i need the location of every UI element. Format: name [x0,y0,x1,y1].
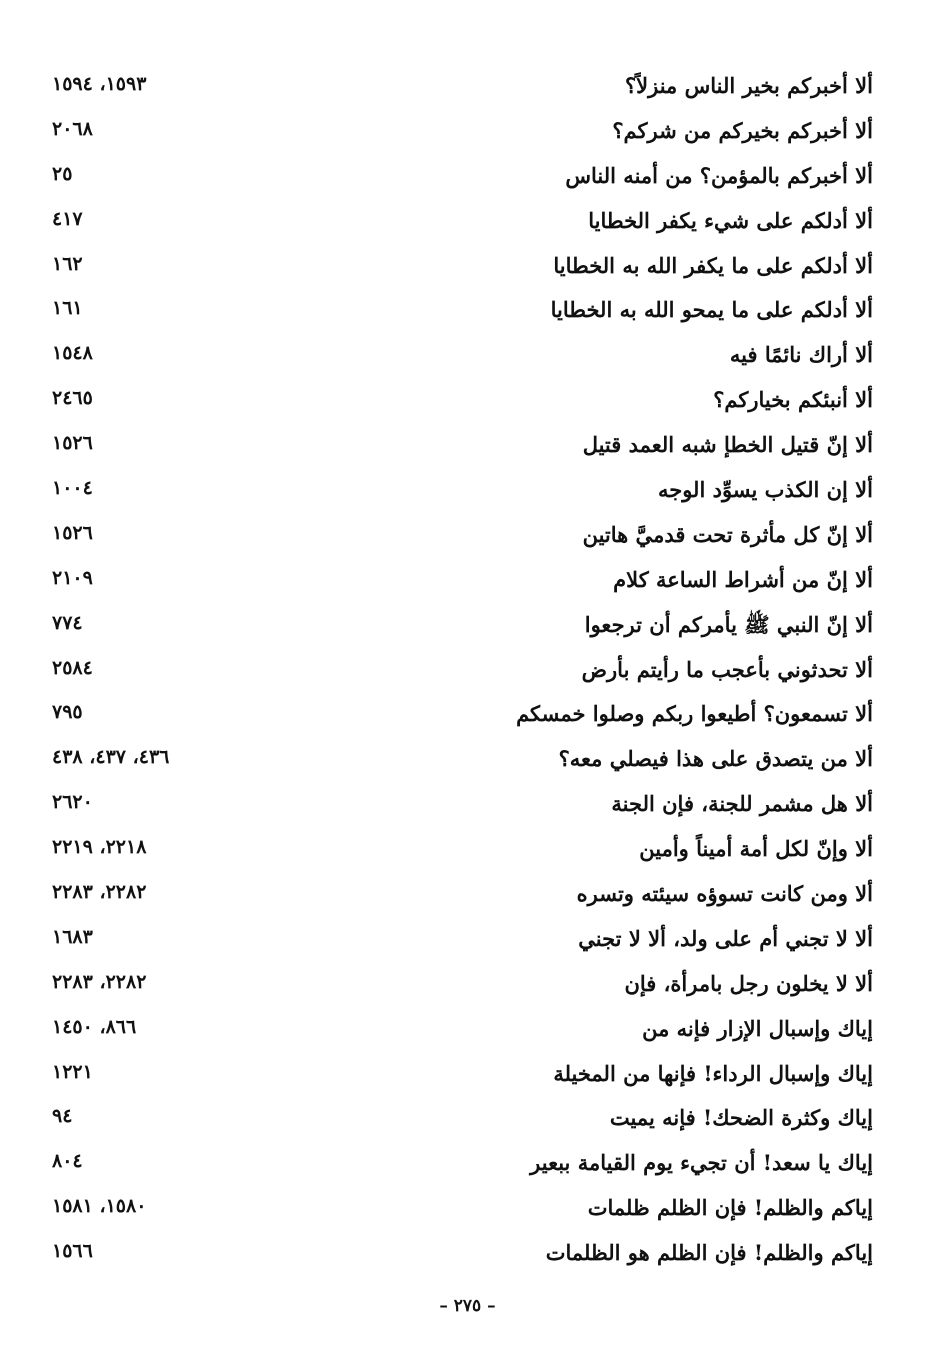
entry-text: ألا إنّ قتيل الخطإ شبه العمد قتيل [582,432,873,458]
index-entry [0,1190,935,1235]
index-entry [0,831,935,876]
index-entry [0,876,935,921]
entry-text: ألا تسمعون؟ أطيعوا ربكم وصلوا خمسكم [516,701,873,727]
entry-reference-numbers: ٢٢١٨، ٢٢١٩ [52,836,147,859]
entry-reference-numbers: ٨٠٤ [52,1150,83,1173]
index-entry [0,1145,935,1190]
index-entry [0,203,935,248]
entry-reference-numbers: ٢٦٢٠ [52,791,93,814]
entry-text: ألا أدلكم على ما يكفر الله به الخطايا [553,252,873,278]
entry-reference-numbers: ١٥٦٦ [52,1240,93,1263]
index-entry [0,427,935,472]
entry-text: ألا أخبركم بالمؤمن؟ من أمنه الناس [565,162,873,188]
entry-text: ألا هل مشمر للجنة، فإن الجنة [611,791,873,817]
entry-reference-numbers: ٤٣٦، ٤٣٧، ٤٣٨ [52,746,170,769]
index-entry [0,517,935,562]
entry-text: ألا من يتصدق على هذا فيصلي معه؟ [558,746,873,772]
index-entry [0,1011,935,1056]
entry-text: ألا ومن كانت تسوؤه سيئته وتسره [576,881,873,907]
index-entry [0,741,935,786]
index-entry [0,248,935,293]
entry-text: ألا لا يخلون رجل بامرأة، فإن [624,970,873,996]
entry-reference-numbers: ١٥٢٦ [52,521,93,544]
entry-reference-numbers: ١٦٢ [52,252,83,275]
index-entry [0,472,935,517]
entry-reference-numbers: ١٥٨٠، ١٥٨١ [52,1195,147,1218]
index-entry [0,652,935,697]
entry-text: ألا أدلكم على شيء يكفر الخطايا [588,207,873,233]
entry-text: ألا إن الكذب يسوِّد الوجه [657,477,873,503]
entry-text: ألا إنّ النبي ﷺ يأمركم أن ترجعوا [584,611,873,637]
entry-reference-numbers: ١٢٢١ [52,1060,93,1083]
entry-reference-numbers: ١٦٨٣ [52,925,93,948]
index-entry [0,1235,935,1280]
entry-text: إياكم والظلم! فإن الظلم هو الظلمات [545,1240,873,1266]
entry-text: إياك يا سعد! أن تجيء يوم القيامة ببعير [530,1150,873,1176]
index-entry [0,607,935,652]
entry-reference-numbers: ٢٠٦٨ [52,117,93,140]
entry-reference-numbers: ٢٥٨٤ [52,656,93,679]
entry-reference-numbers: ٨٦٦، ١٤٥٠ [52,1015,137,1038]
entry-text: ألا إنّ من أشراط الساعة كلام [613,566,873,592]
entry-text: إياك وإسبال الإزار فإنه من [642,1015,873,1041]
index-entry [0,68,935,113]
entry-reference-numbers: ٧٧٤ [52,611,83,634]
entry-text: ألا إنّ كل مأثرة تحت قدميَّ هاتين [582,521,873,547]
entry-text: ألا أخبركم بخير الناس منزلاً؟ [625,73,873,98]
entry-reference-numbers: ١٦١ [52,297,83,320]
entry-text: ألا أراك نائمًا فيه [729,342,873,368]
entry-reference-numbers: ١٠٠٤ [52,477,93,500]
index-entry [0,562,935,607]
index-entry [0,337,935,382]
entry-reference-numbers: ٢٥ [52,162,73,185]
entry-text: إياك وكثرة الضحك! فإنه يميت [609,1105,873,1131]
index-entry [0,113,935,158]
entry-reference-numbers: ٧٩٥ [52,701,83,724]
entry-reference-numbers: ٢٢٨٢، ٢٢٨٣ [52,970,147,993]
index-entry [0,382,935,427]
entry-text: ألا أنبئكم بخياركم؟ [713,387,873,413]
entry-text: ألا تحدثوني بأعجب ما رأيتم بأرض [581,656,873,682]
entry-reference-numbers: ١٥٤٨ [52,342,93,365]
entry-text: ألا أخبركم بخيركم من شركم؟ [612,117,873,143]
entry-reference-numbers: ١٥٢٦ [52,432,93,455]
entry-reference-numbers: ٤١٧ [52,207,83,230]
entry-text: إياكم والظلم! فإن الظلم ظلمات [587,1195,873,1221]
index-entry [0,1100,935,1145]
index-entry [0,696,935,741]
index-entry [0,786,935,831]
entry-text: ألا لا تجني أم على ولد، ألا لا تجني [578,925,873,951]
index-entry [0,158,935,203]
page-number: – ٢٧٥ – [439,1296,496,1316]
entry-text: إياك وإسبال الرداء! فإنها من المخيلة [553,1060,873,1086]
index-entry [0,292,935,337]
index-entry [0,966,935,1011]
index-entry [0,1056,935,1101]
entry-reference-numbers: ٩٤ [52,1105,73,1128]
index-entry [0,921,935,966]
hadith-index-list [0,68,935,1280]
entry-reference-numbers: ٢٤٦٥ [52,387,93,410]
entry-text: ألا وإنّ لكل أمة أميناً وأمين [639,836,873,862]
entry-reference-numbers: ١٥٩٣، ١٥٩٤ [52,73,147,95]
entry-text: ألا أدلكم على ما يمحو الله به الخطايا [550,297,873,323]
entry-reference-numbers: ٢٢٨٢، ٢٢٨٣ [52,881,147,904]
entry-reference-numbers: ٢١٠٩ [52,566,93,589]
